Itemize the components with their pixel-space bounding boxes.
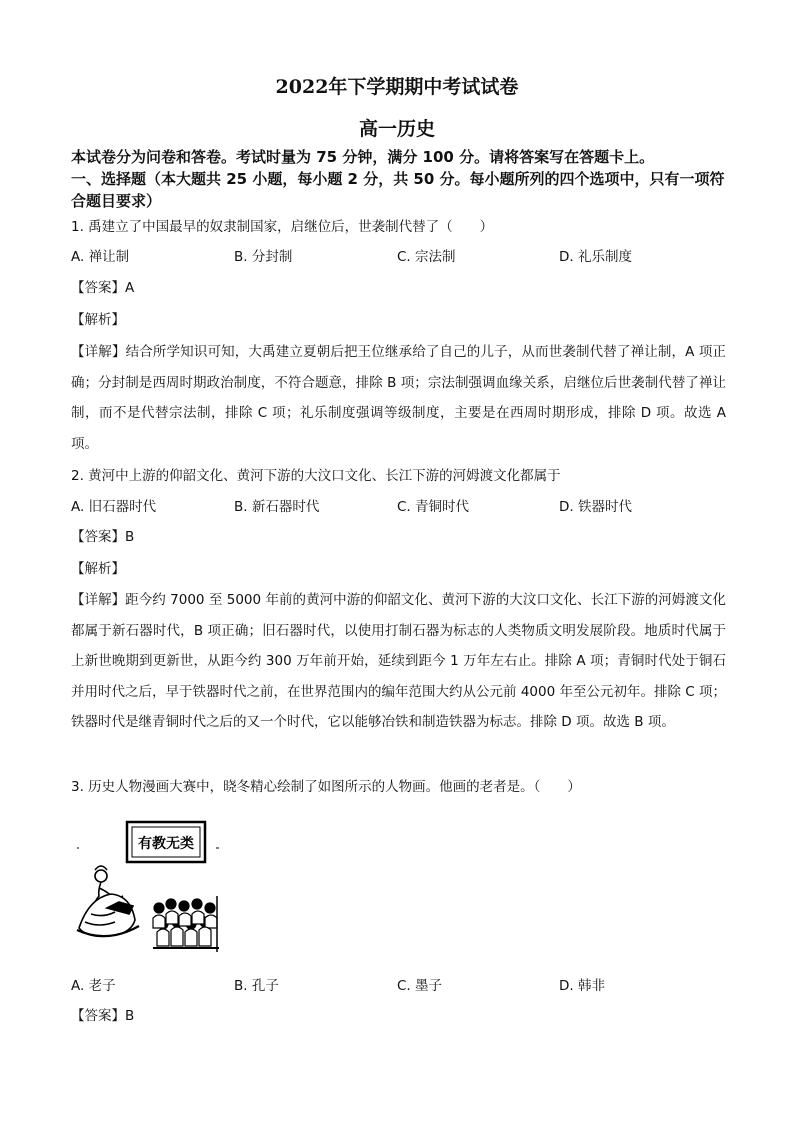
exam-title: 2022年下学期期中考试试卷 xyxy=(275,76,519,98)
question-1-detail: 【详解】结合所学知识可知，大禹建立夏朝后把王位继承给了自己的儿子，从而世袭制代替了禅让制，A 项正确；分封制是西周时期政治制度，不符合题意，排除 B 项；宗法制强调血缘关系，启继位后世袭制代替了禅让制，而不是代替宗法制，排除 C 项；礼乐制度强调等级制度，主要是在西周时期形成，排除 D 项。故选 A 项。 xyxy=(71,344,726,452)
question-2-option-c: C. 青铜时代 xyxy=(397,499,470,515)
question-2-option-a: A. 旧石器时代 xyxy=(71,499,157,515)
section-heading: 一、选择题（本大题共 25 小题，每小题 2 分，共 50 分。每小题所列的四个选项中，只有一项符合题目要求） xyxy=(71,170,725,210)
question-2-analysis-label: 【解析】 xyxy=(71,561,125,577)
question-1-option-d: D. 礼乐制度 xyxy=(559,249,632,265)
cartoon-banner-text: 有教无类 xyxy=(138,836,194,852)
question-3-option-b: B. 孔子 xyxy=(234,978,279,994)
question-1-option-b: B. 分封制 xyxy=(234,249,293,265)
teacher-figure xyxy=(77,866,139,936)
question-3-option-d: D. 韩非 xyxy=(559,978,605,994)
question-1-option-a: A. 禅让制 xyxy=(71,249,130,265)
question-3-option-c: C. 墨子 xyxy=(397,978,443,994)
question-2-answer: 【答案】B xyxy=(71,529,135,545)
question-1-analysis-label: 【解析】 xyxy=(71,312,125,328)
question-3-answer: 【答案】B xyxy=(71,1008,135,1024)
question-2-option-d: D. 铁器时代 xyxy=(559,499,632,515)
question-1-stem: 1. 禹建立了中国最早的奴隶制国家，启继位后，世袭制代替了（ ） xyxy=(71,219,494,235)
confucius-cartoon-image xyxy=(71,818,221,966)
question-2-detail: 【详解】距今约 7000 至 5000 年前的黄河中游的仰韶文化、黄河下游的大汶口文化、长江下游的河姆渡文化都属于新石器时代，B 项正确；旧石器时代，以使用打制石器为标志的人类物质文明发展阶段。地质时代属于上新世晚期到更新世，从距今约 300 万年前开始，延续到距今 1 万年左右止。排除 A 项；青铜时代处于铜石并用时代之后，早于铁器时代之前，在世界范围内的编年范围大约从公元前 4000 年至公元初年。排除 C 项；铁器时代是继青铜时代之后的又一个时代，它以能够冶铁和制造铁器为标志。排除 D 项。故选 B 项。 xyxy=(71,592,726,731)
question-1-answer: 【答案】A xyxy=(71,280,135,296)
question-2-stem: 2. 黄河中上游的仰韶文化、黄河下游的大汶口文化、长江下游的河姆渡文化都属于 xyxy=(71,468,561,484)
question-1-option-c: C. 宗法制 xyxy=(397,249,456,265)
exam-instructions: 本试卷分为问卷和答卷。考试时量为 75 分钟，满分 100 分。请将答案写在答题卡上。 xyxy=(71,148,655,166)
students-group xyxy=(153,896,219,952)
exam-subject: 高一历史 xyxy=(358,118,435,140)
question-3-stem: 3. 历史人物漫画大赛中，晓冬精心绘制了如图所示的人物画。他画的老者是。（ ） xyxy=(71,779,581,795)
question-2-option-b: B. 新石器时代 xyxy=(234,499,320,515)
question-3-option-a: A. 老子 xyxy=(71,978,116,994)
